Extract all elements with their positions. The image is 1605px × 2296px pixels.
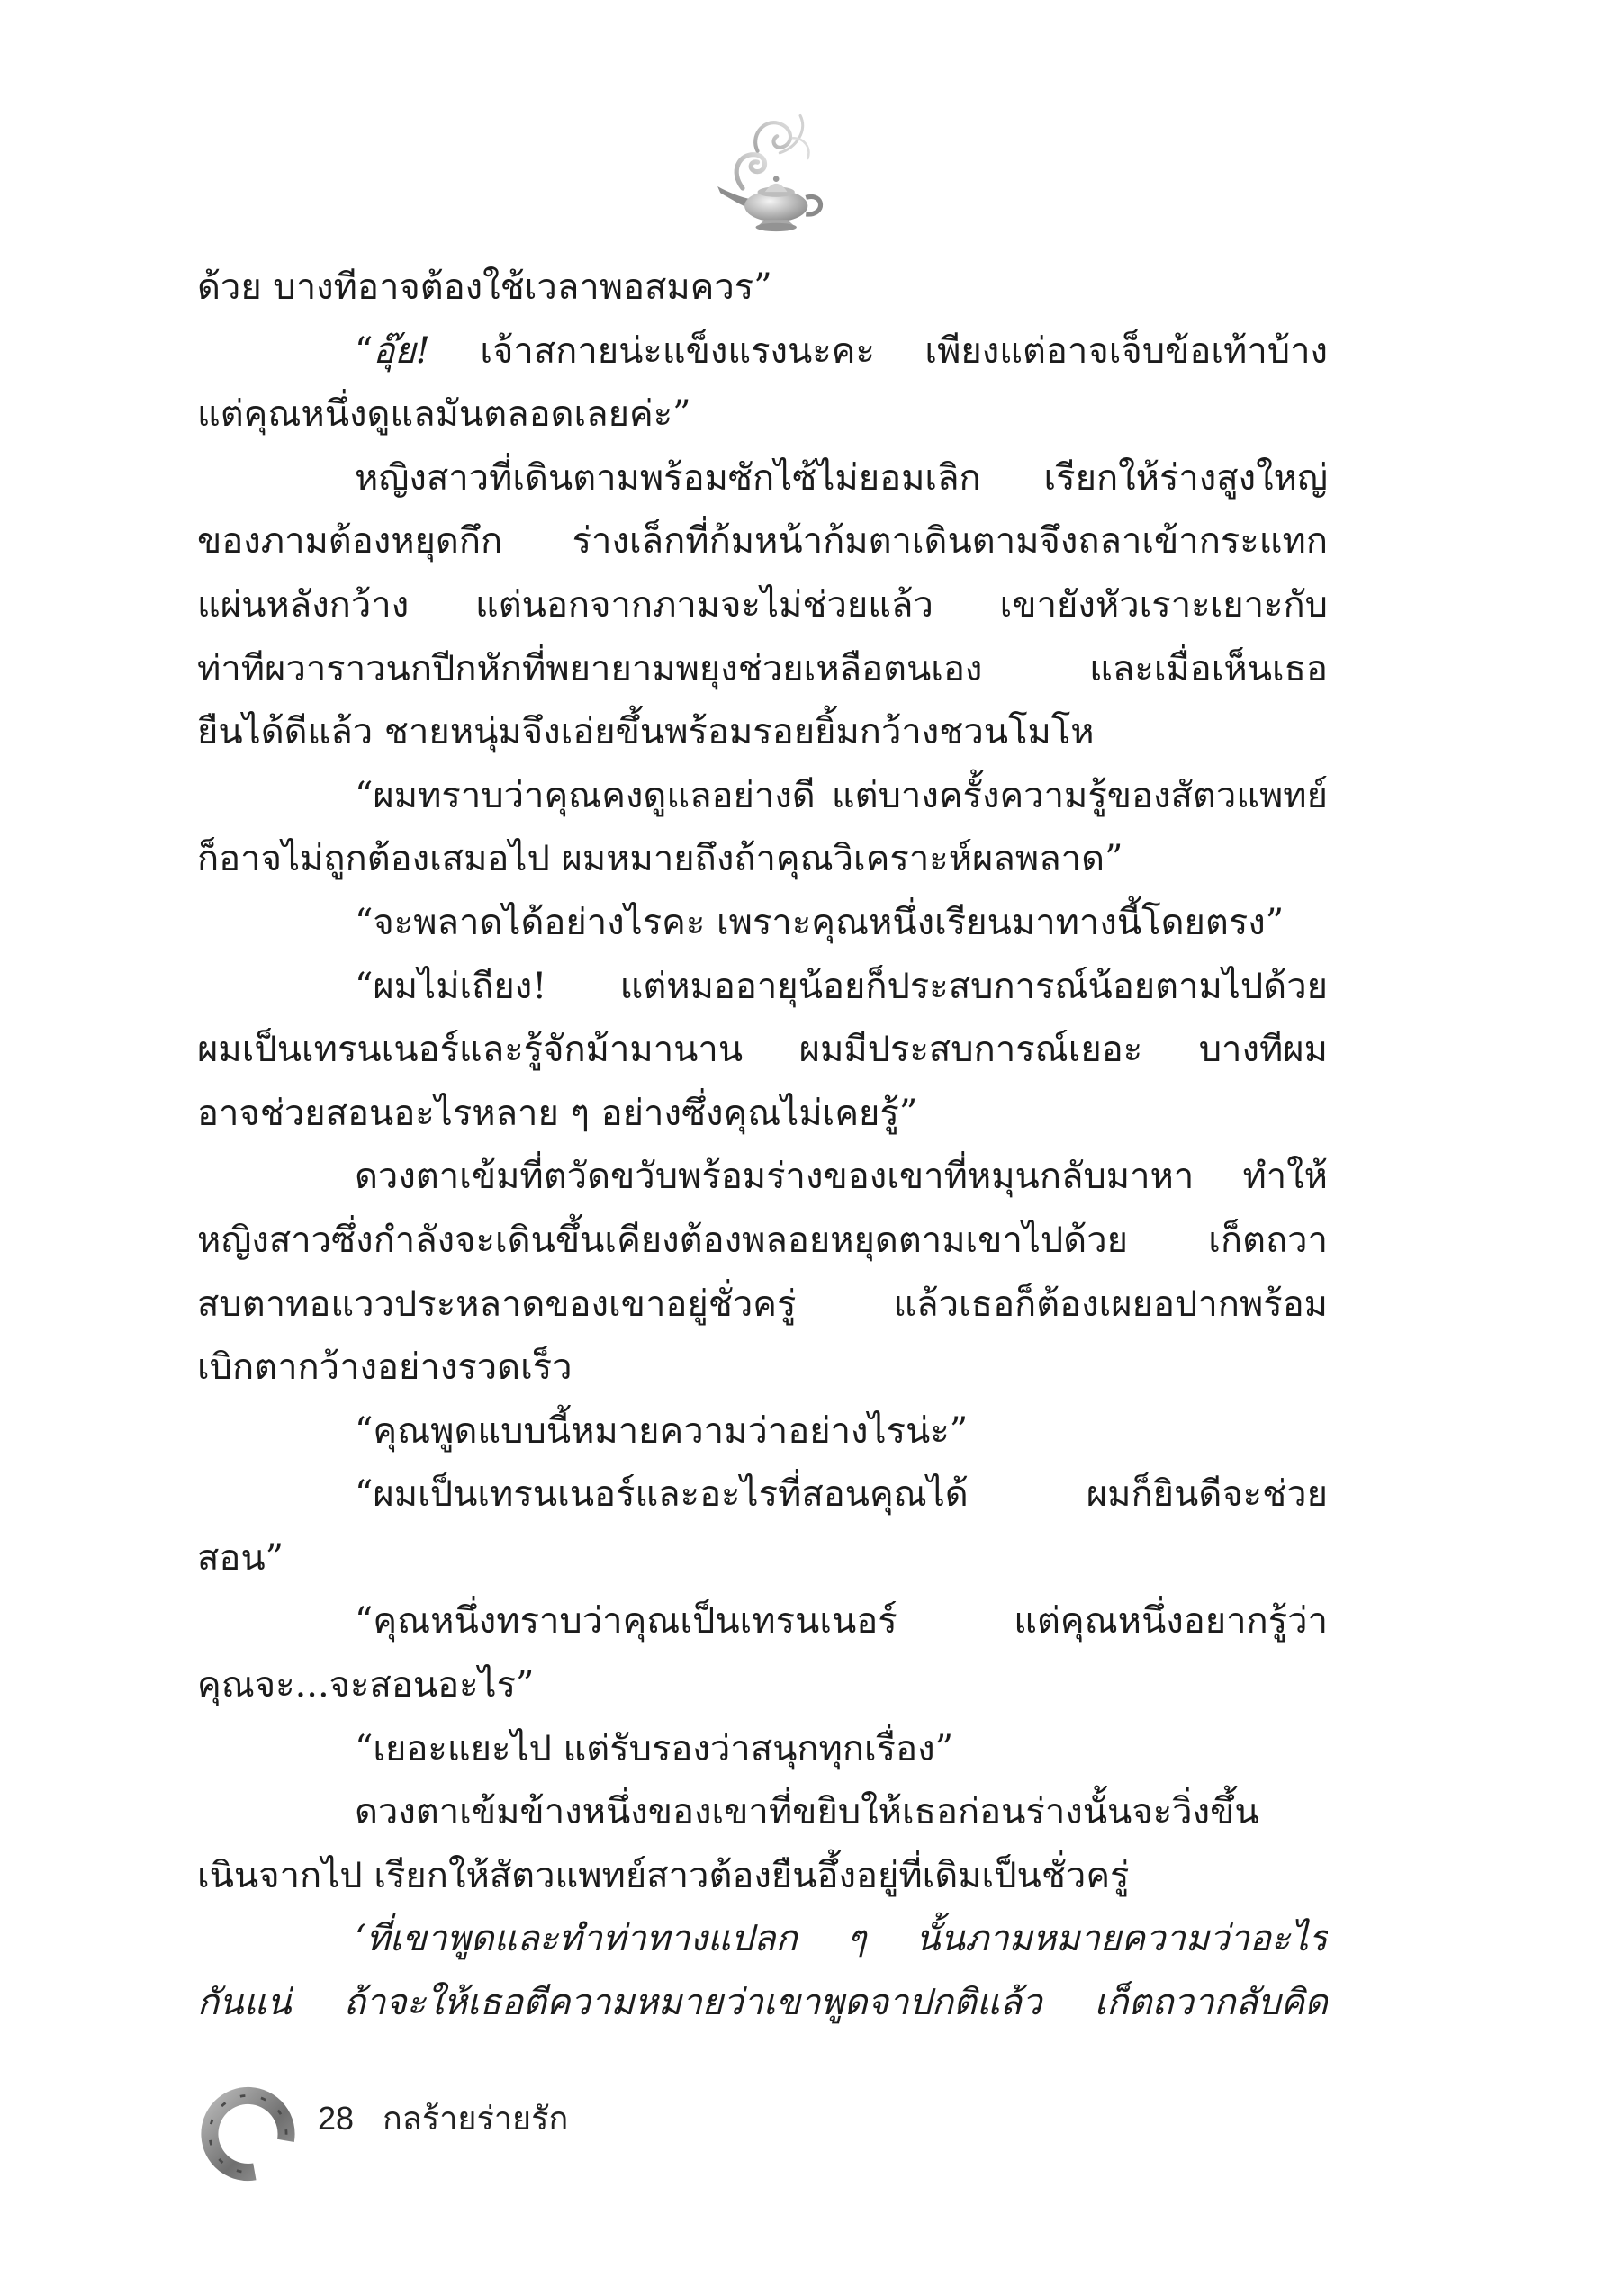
interjection-text: อุ๊ย! bbox=[373, 329, 430, 372]
text-line: แผ่นหลังกว้าง แต่นอกจากภามจะไม่ช่วยแล้ว เขายังหัวเราะเยาะกับ bbox=[197, 583, 1328, 626]
text-line-italic: กันแน่ ถ้าจะให้เธอตีความหมายว่าเขาพูดจาปกติแล้ว เก็ตถวากลับคิด bbox=[197, 1982, 1328, 2024]
text-line: เนินจากไป เรียกให้สัตวแพทย์สาวต้องยืนอึ้งอยู่ที่เดิมเป็นชั่วครู่ bbox=[197, 1854, 1130, 1896]
text-line: ก็อาจไม่ถูกต้องเสมอไป ผมหมายถึงถ้าคุณวิเคราะห์ผลพลาด” bbox=[197, 838, 1123, 880]
text-line: สอน” bbox=[197, 1536, 284, 1579]
text-line: ท่าทีผวาราวนกปีกหักที่พยายามพยุงช่วยเหลือตนเอง และเมื่อเห็นเธอ bbox=[197, 647, 1328, 689]
page-number: 28 bbox=[318, 2100, 355, 2137]
text-line: “จะพลาดได้อย่างไรคะ เพราะคุณหนึ่งเรียนมาทางนี้โดยตรง” bbox=[355, 901, 1285, 943]
text-line: “เยอะแยะไป แต่รับรองว่าสนุกทุกเรื่อง” bbox=[355, 1727, 954, 1769]
genie-lamp-icon bbox=[715, 110, 826, 236]
text-line: “คุณหนึ่งทราบว่าคุณเป็นเทรนเนอร์ แต่คุณหนึ่งอยากรู้ว่า bbox=[355, 1600, 1328, 1643]
text-line: ของภามต้องหยุดกึก ร่างเล็กที่ก้มหน้าก้มตาเดินตามจึงถลาเข้ากระแทก bbox=[197, 520, 1328, 563]
page-body-text bbox=[197, 256, 1328, 2035]
horseshoe-icon bbox=[197, 2084, 299, 2184]
text-line: คุณจะ...จะสอนอะไร” bbox=[197, 1664, 535, 1706]
book-title: กลร้ายร่ายรัก bbox=[383, 2100, 569, 2137]
text-line: “ผมเป็นเทรนเนอร์และอะไรที่สอนคุณได้ ผมก็ยินดีจะช่วย bbox=[355, 1473, 1328, 1516]
text-line: ดวงตาเข้มข้างหนึ่งของเขาที่ขยิบให้เธอก่อนร่างนั้นจะวิ่งขึ้น bbox=[355, 1791, 1259, 1833]
text-line: “ผมทราบว่าคุณคงดูแลอย่างดี แต่บางครั้งความรู้ของสัตวแพทย์ bbox=[355, 774, 1328, 816]
opening-quote: “ bbox=[355, 329, 374, 372]
text-line-italic: ‘ที่เขาพูดและทำท่าทางแปลก ๆ นั้นภามหมายความว่าอะไร bbox=[355, 1918, 1328, 1960]
text-line: อาจช่วยสอนอะไรหลาย ๆ อย่างซึ่งคุณไม่เคยรู้” bbox=[197, 1092, 918, 1134]
text-line: “ผมไม่เถียง! แต่หมออายุน้อยก็ประสบการณ์น้อยตามไปด้วย bbox=[355, 965, 1328, 1007]
text-line: “คุณพูดแบบนี้หมายความว่าอย่างไรน่ะ” bbox=[355, 1409, 969, 1452]
text-line-rest: เจ้าสกายน่ะแข็งแรงนะคะ เพียงแต่อาจเจ็บข้อเท้าบ้าง bbox=[429, 329, 1328, 372]
text-line: หญิงสาวซึ่งกำลังจะเดินขึ้นเคียงต้องพลอยหยุดตามเขาไปด้วย เก็ตถวา bbox=[197, 1219, 1328, 1261]
text-line: แต่คุณหนึ่งดูแลมันตลอดเลยค่ะ” bbox=[197, 393, 691, 436]
text-line: เบิกตากว้างอย่างรวดเร็ว bbox=[197, 1346, 573, 1389]
text-line: สบตาทอแววประหลาดของเขาอยู่ชั่วครู่ แล้วเธอก็ต้องเผยอปากพร้อม bbox=[197, 1283, 1328, 1325]
text-line bbox=[197, 320, 1328, 383]
text-line: ผมเป็นเทรนเนอร์และรู้จักม้ามานาน ผมมีประสบการณ์เยอะ บางทีผม bbox=[197, 1029, 1328, 1071]
text-line: ยืนได้ดีแล้ว ชายหนุ่มจึงเอ่ยขึ้นพร้อมรอยยิ้มกว้างชวนโมโห bbox=[197, 711, 1095, 753]
text-line: ด้วย บางทีอาจต้องใช้เวลาพอสมควร” bbox=[197, 266, 772, 308]
text-line: ดวงตาเข้มที่ตวัดขวับพร้อมร่างของเขาที่หมุนกลับมาหา ทำให้ bbox=[355, 1156, 1328, 1198]
text-line: หญิงสาวที่เดินตามพร้อมซักไซ้ไม่ยอมเลิก เรียกให้ร่างสูงใหญ่ bbox=[355, 456, 1328, 499]
